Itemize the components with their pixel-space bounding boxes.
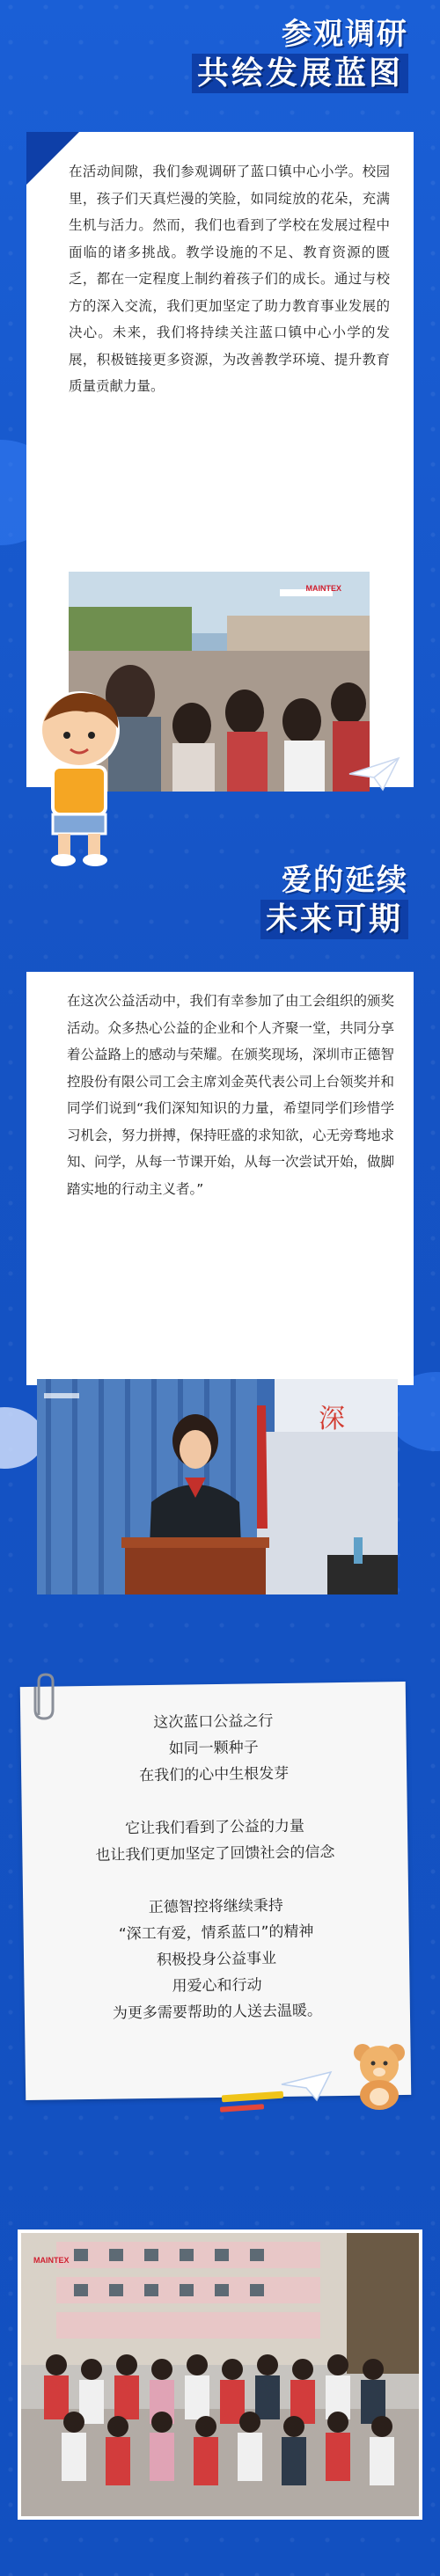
poem-line: “深工有爱，情系蓝口”的精神 (118, 1923, 314, 1944)
award-speech-photo (37, 1379, 398, 1594)
paper-plane-icon (348, 756, 400, 792)
photo-logo: MAINTEX (305, 584, 341, 593)
closing-note (20, 1682, 412, 2100)
poem-line: 这次蓝口公益之行 (153, 1712, 274, 1732)
cartoon-boy-sticker (33, 686, 130, 871)
teddy-bear-icon (348, 2040, 410, 2111)
poem-line: 用爱心和行动 (172, 1976, 262, 1996)
poem-line: 也让我们更加坚定了回馈社会的信念 (95, 1843, 335, 1864)
photo-logo-small (44, 1393, 79, 1398)
cartoon-boy-icon (33, 686, 130, 871)
group-photo (18, 2229, 422, 2520)
section1-heading (192, 16, 408, 93)
group-photo-art (21, 2233, 419, 2516)
section1-paragraph: 在活动间隙，我们参观调研了蓝口镇中心小学。校园里，孩子们天真烂漫的笑脸，如同绽放的花朵，充满生机与活力。然而，我们也看到了学校在发展过程中面临的诸多挑战。教学设施的不足、教育资源的匮乏，都在一定程度上制约着孩子们的成长。通过与校方的深入交流，我们更加坚定了助力教育事业发展的决心。未来，我们将持续关注蓝口镇中心小学的发展，积极链接更多资源，为改善教学环境、提升教育质量贡献力量。 (69, 164, 390, 394)
poem-line: 积极投身公益事业 (156, 1950, 277, 1969)
paper-plane-small-icon (280, 2069, 333, 2104)
section1-heading-line2: 共绘发展蓝图 (192, 54, 408, 93)
closing-poem (38, 1706, 392, 2028)
section2-heading-line1: 爱的延续 (282, 863, 408, 898)
section2-heading (260, 862, 408, 939)
photo-banner-char: 深 (319, 1404, 345, 1434)
poem-line: 正德智控将继续秉持 (148, 1896, 283, 1917)
poem-line: 它让我们看到了公益的力量 (124, 1817, 305, 1838)
poem-line: 为更多需要帮助的人送去温暖。 (112, 2002, 323, 2023)
poem-line: 如同一颗种子 (168, 1739, 259, 1758)
card-corner-decor (26, 132, 79, 185)
section1-heading-line1: 参观调研 (282, 17, 408, 52)
paper-clip-icon (26, 1671, 62, 1724)
pencil-red-icon (220, 2104, 264, 2112)
group-photo-logo: MAINTEX (33, 2256, 70, 2265)
section2-paragraph: 在这次公益活动中，我们有幸参加了由工会组织的颁奖活动。众多热心公益的企业和个人齐聚一堂，共同分享着公益路上的感动与荣耀。在颁奖现场，深圳市正德智控股份有限公司工会主席刘金英代表公司上台领奖并和同学们说到“我们深知知识的力量，希望同学们珍惜学习机会，努力拼搏，保持旺盛的求知欲，心无旁骛地求知、问学，从每一节课开始，从每一次尝试开始，做脚踏实地的行动主义者。” (67, 993, 395, 1197)
section2-card (26, 972, 414, 1385)
section2-heading-line2: 未来可期 (260, 900, 408, 939)
poem-line: 在我们的心中生根发芽 (139, 1764, 290, 1785)
